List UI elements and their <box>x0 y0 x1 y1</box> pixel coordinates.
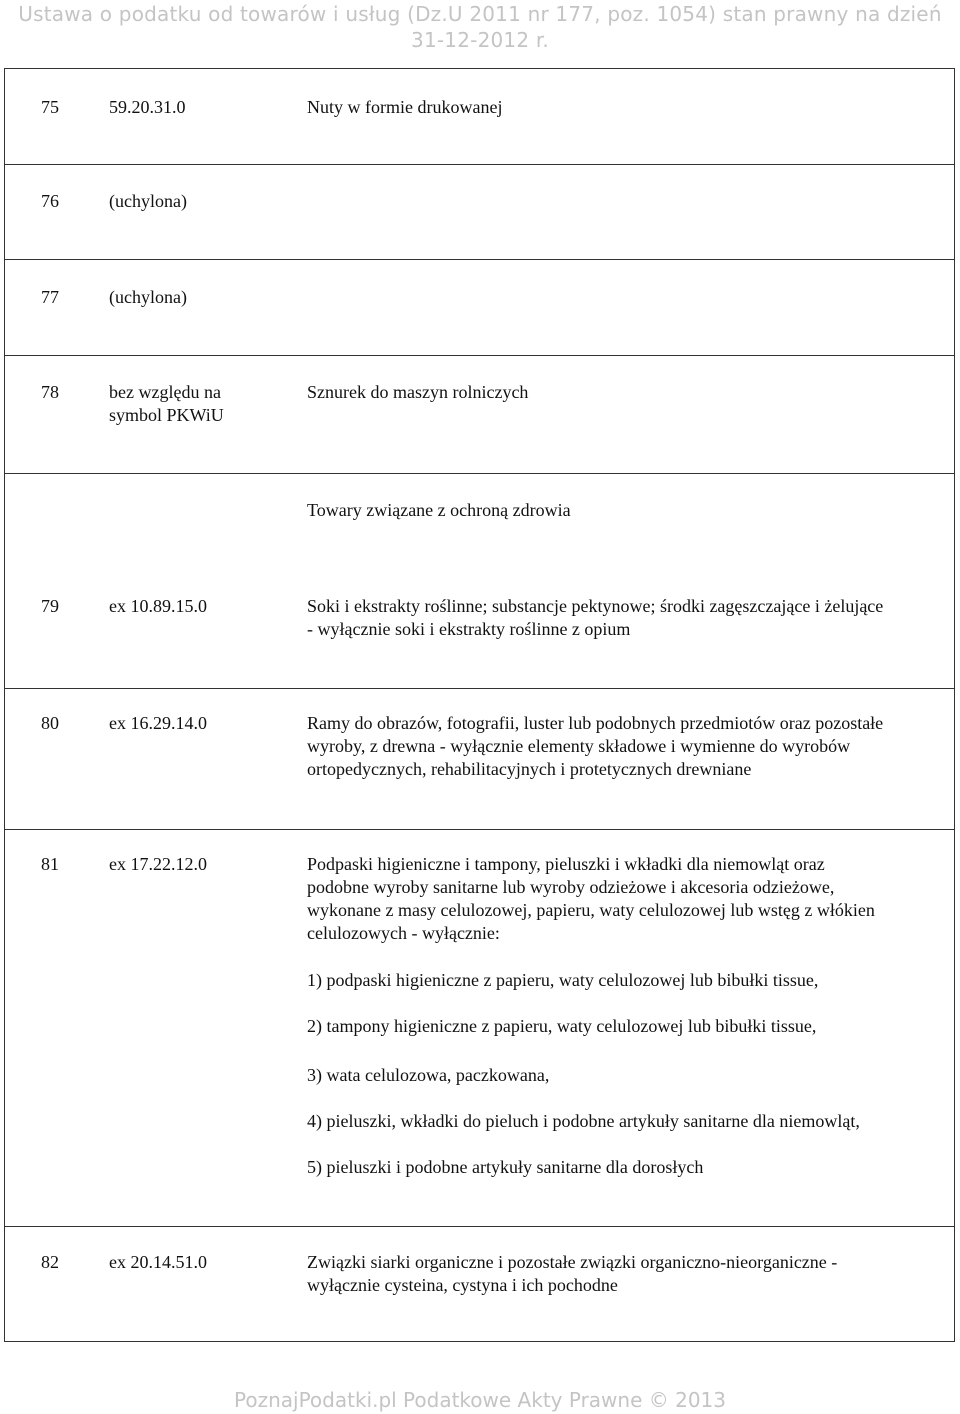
header-title-line1: Ustawa o podatku od towarów i usług (Dz.U 2011 nr 177, poz. 1054) stan prawny na dzień <box>18 2 942 26</box>
goods-description-line3: wykonane z masy celulozowej, papieru, waty celulozowej lub wstęg z włókien <box>307 900 875 920</box>
goods-description-line1: Ramy do obrazów, fotografii, luster lub podobnych przedmiotów oraz pozostałe <box>307 713 884 733</box>
row-number: 75 <box>41 97 59 117</box>
row-number: 76 <box>41 191 59 211</box>
goods-description-line1: Soki i ekstrakty roślinne; substancje pektynowe; środki zagęszczające i żelujące <box>307 596 884 616</box>
list-item: 5) pieluszki i podobne artykuły sanitarne dla dorosłych <box>307 1157 704 1177</box>
goods-description-line2: wyroby, z drewna - wyłącznie elementy składowe i wymienne do wyrobów <box>307 736 851 756</box>
row-number: 78 <box>41 382 59 402</box>
row-divider <box>5 355 954 356</box>
pkwiu-code: ex 16.29.14.0 <box>109 713 207 733</box>
row-number: 80 <box>41 713 59 733</box>
goods-description-line1: Związki siarki organiczne i pozostałe związki organiczno-nieorganiczne - <box>307 1252 838 1272</box>
goods-description: Nuty w formie drukowanej <box>307 97 503 117</box>
goods-description: Sznurek do maszyn rolniczych <box>307 382 529 402</box>
row-number: 79 <box>41 596 59 616</box>
goods-description-line2: wyłącznie cysteina, cystyna i ich pochodne <box>307 1275 618 1295</box>
row-divider <box>5 473 954 474</box>
list-item: 4) pieluszki, wkładki do pieluch i podobne artykuły sanitarne dla niemowląt, <box>307 1111 860 1131</box>
pkwiu-code: ex 17.22.12.0 <box>109 854 207 874</box>
pkwiu-code: ex 20.14.51.0 <box>109 1252 207 1272</box>
row-divider <box>5 1226 954 1227</box>
row-number: 81 <box>41 854 59 874</box>
pkwiu-code: (uchylona) <box>109 287 187 307</box>
list-item: 1) podpaski higieniczne z papieru, waty celulozowej lub bibułki tissue, <box>307 970 819 990</box>
goods-description-line2: - wyłącznie soki i ekstrakty roślinne z opium <box>307 619 631 639</box>
goods-table <box>4 68 955 1342</box>
row-number: 77 <box>41 287 59 307</box>
row-divider <box>5 164 954 165</box>
goods-description-line2: podobne wyroby sanitarne lub wyroby odzieżowe i akcesoria odzieżowe, <box>307 877 835 897</box>
pkwiu-code-line1: bez względu na <box>109 382 221 402</box>
pkwiu-code-line2: symbol PKWiU <box>109 405 224 425</box>
pkwiu-code: (uchylona) <box>109 191 187 211</box>
section-title: Towary związane z ochroną zdrowia <box>307 500 571 520</box>
document-footer: PoznajPodatki.pl Podatkowe Akty Prawne © 2013 <box>234 1388 726 1412</box>
header-title-line2: 31-12-2012 r. <box>411 28 549 52</box>
goods-description-line3: ortopedycznych, rehabilitacyjnych i protetycznych drewniane <box>307 759 752 779</box>
row-number: 82 <box>41 1252 59 1272</box>
list-item: 3) wata celulozowa, paczkowana, <box>307 1065 550 1085</box>
goods-description-line1: Podpaski higieniczne i tampony, pieluszki i wkładki dla niemowląt oraz <box>307 854 825 874</box>
goods-description-line4: celulozowych - wyłącznie: <box>307 923 500 943</box>
row-divider <box>5 688 954 689</box>
row-divider <box>5 259 954 260</box>
pkwiu-code: 59.20.31.0 <box>109 97 186 117</box>
list-item: 2) tampony higieniczne z papieru, waty celulozowej lub bibułki tissue, <box>307 1016 817 1036</box>
row-divider <box>5 829 954 830</box>
pkwiu-code: ex 10.89.15.0 <box>109 596 207 616</box>
